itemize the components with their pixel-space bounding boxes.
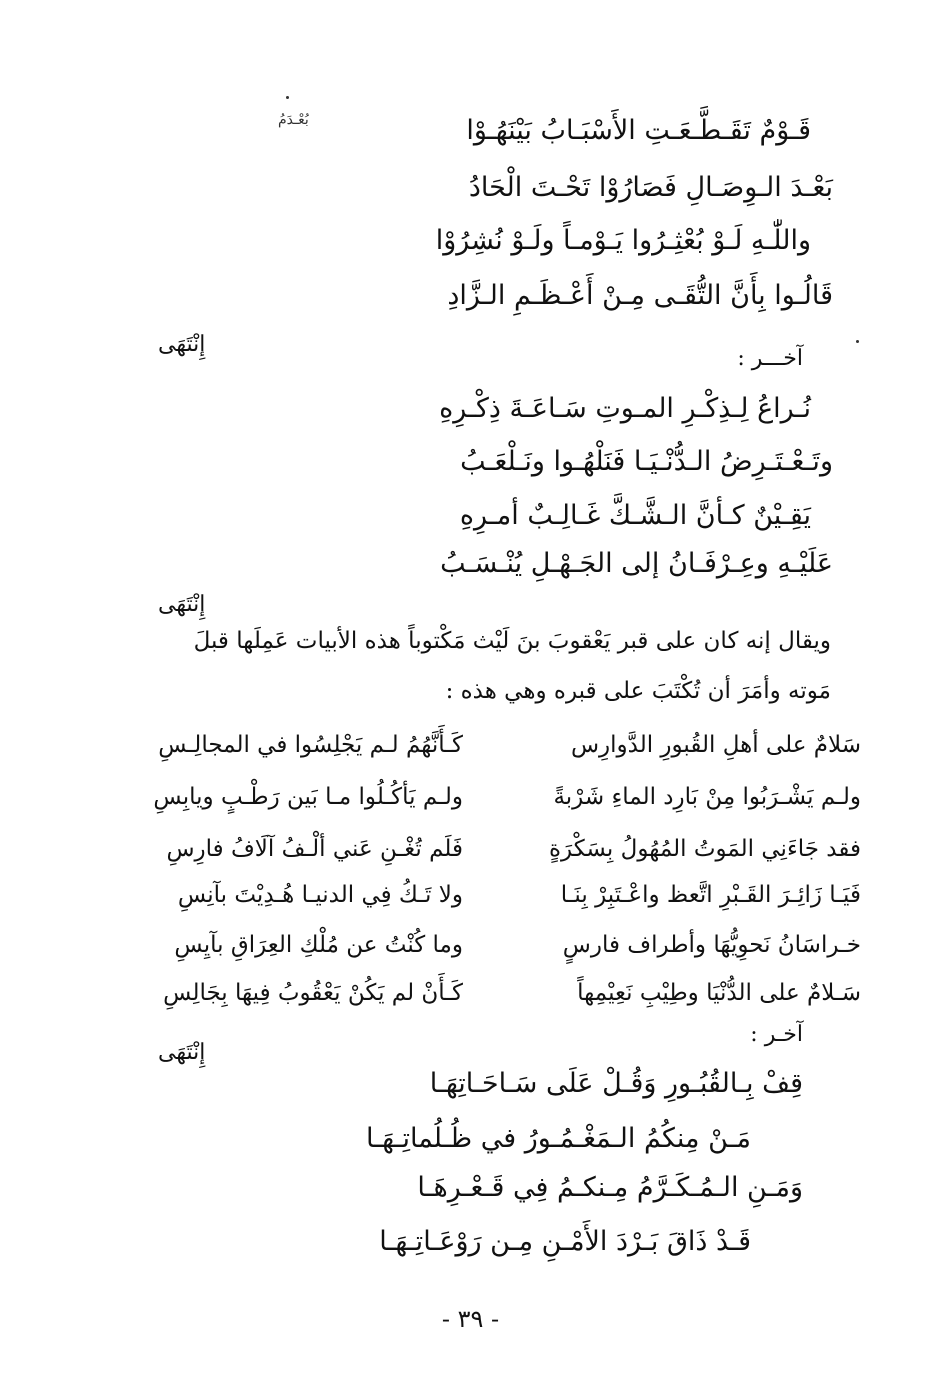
poem3-couplet-2-second: ولـم يَأكُـلُوا مـا بَين رَطْـبٍ ويابِسِ — [153, 784, 463, 810]
poem3-couplet-1-second: كَـأَنَّهُمُ لـم يَجْلِسُوا في المجالِـسِ — [158, 732, 463, 758]
poem2-line-2: وتَـعْـتَـرِضُ الـدُّنْـيَـا فَنَلْهُـوا ونَـلْعَـبُ — [460, 446, 833, 477]
poem2-line-4: عَلَيْـهِ وعِـرْفَـانُ إلى الجَـهْـلِ يُنْـسَـبُ — [440, 548, 833, 579]
poem1-line-2: بَعْـدَ الـوِصَـالِ فَصَارُوْا تَحْـتَ الْحَادُ — [468, 172, 833, 203]
poem1-end-marker: إِنْتَهَى — [158, 332, 206, 357]
poem3-couplet-3-first: فقد جَاءَنِي المَوتُ المُهُولُ بِسَكْرَةٍ — [548, 836, 861, 862]
poem3-couplet-6-first: سَـلامٌ على الدُّنْيَا وطِيْبِ نَعِيْمِهاً — [577, 980, 861, 1006]
poem4-line-2: مَـنْ مِنكُمُ الـمَغْـمُـورُ في ظُـلُماتِـهَـا — [365, 1123, 751, 1154]
poem3-couplet-2-first: ولـم يَشْـرَبُوا مِنْ بَارِد الماءِ شَرْبةً — [553, 784, 861, 810]
poem4-line-3: وَمَـنِ الـمُـكَـرَّمُ مِـنكـمُ فِي قَـعْـرِهَـا — [417, 1172, 803, 1203]
poem2-end-marker: إِنْتَهَى — [158, 592, 206, 617]
prose-line-1: ويقال إنه كان على قبر يَعْقوبَ بنَ لَيْث مَكْتوباً هذه الأبيات عَمِلَها قبلَ — [193, 628, 831, 654]
poem1-line-4: قَالُـوا بِأَنَّ التُّقَـى مِـنْ أَعْـظَـمِ الـزَّادِ — [447, 280, 833, 311]
prose-line-2: مَوته وأمَرَ أن تُكْتَبَ على قبره وهي هذه : — [445, 678, 831, 704]
poem3-couplet-3-second: فَلَم تُغْـنِ عَني ألْـفُ آلَافُ فارِسِ — [166, 836, 463, 862]
poem1-line-1: قَـوْمٌ تَقَـطَّـعَـتِ الأَسْبَـابُ بَيْنَهُـوْا — [466, 115, 811, 146]
poem1-line-3: واللّٰـهِ لَـوْ بُعْثِـرُوا يَـوْمـاً ولَـوْ نُشِرُوْا — [435, 225, 811, 256]
ink-speck — [856, 340, 859, 343]
poem3-couplet-6-second: كَـأَنْ لم يَكُنْ يَعْقُوبُ فِيهَا بِجَالِسِ — [163, 980, 463, 1006]
poem4-line-4: قَـدْ ذَاقَ بَـرْدَ الأَمْـنِ مِـن رَوْعَـاتِـهَـا — [379, 1226, 751, 1257]
poem3-couplet-5-first: خـراسَانُ نَحوِيُّهَا وأطراف فارسٍ — [562, 932, 861, 958]
poem3-couplet-4-first: فَيَـا زَائِـرَ القَـبْرِ اتَّعظ واعْـتَبِرْ بِنَـا — [560, 882, 861, 908]
poem3-couplet-1-first: سَلامٌ على أهلِ القُبورِ الدَّوارِس — [570, 732, 861, 758]
poem2-heading: آخـــر : — [737, 346, 803, 371]
poem4-heading: آخـر : — [750, 1022, 803, 1047]
poem3-couplet-5-second: وما كُنْتُ عن مُلْكِ العِرَاقِ بآيِسِ — [174, 932, 463, 958]
poem2-line-3: يَقِـيْنٌ كـأنَّ الـشَّـكَّ غَـالِـبٌ أمـرِهِ — [459, 500, 811, 531]
poem2-line-1: نُـراعُ لِـذِكْـرِ المـوتِ سَـاعَـةَ ذِكْـرِهِ — [439, 393, 811, 424]
margin-annotation: بُعْـدَمُ — [278, 112, 309, 128]
poem3-couplet-4-second: ولا تَـكُ فِي الدنيـا هُـدِيْتَ بآنِسِ — [177, 882, 463, 908]
poem3-end-marker: إِنْتَهَى — [158, 1040, 206, 1065]
ink-speck — [286, 96, 289, 99]
page-number: - ٣٩ - — [441, 1305, 500, 1333]
poem4-line-1: قِفْ بِـالقُبُـورِ وَقُـلْ عَلَى سَـاحَـاتِهَـا — [429, 1068, 803, 1099]
